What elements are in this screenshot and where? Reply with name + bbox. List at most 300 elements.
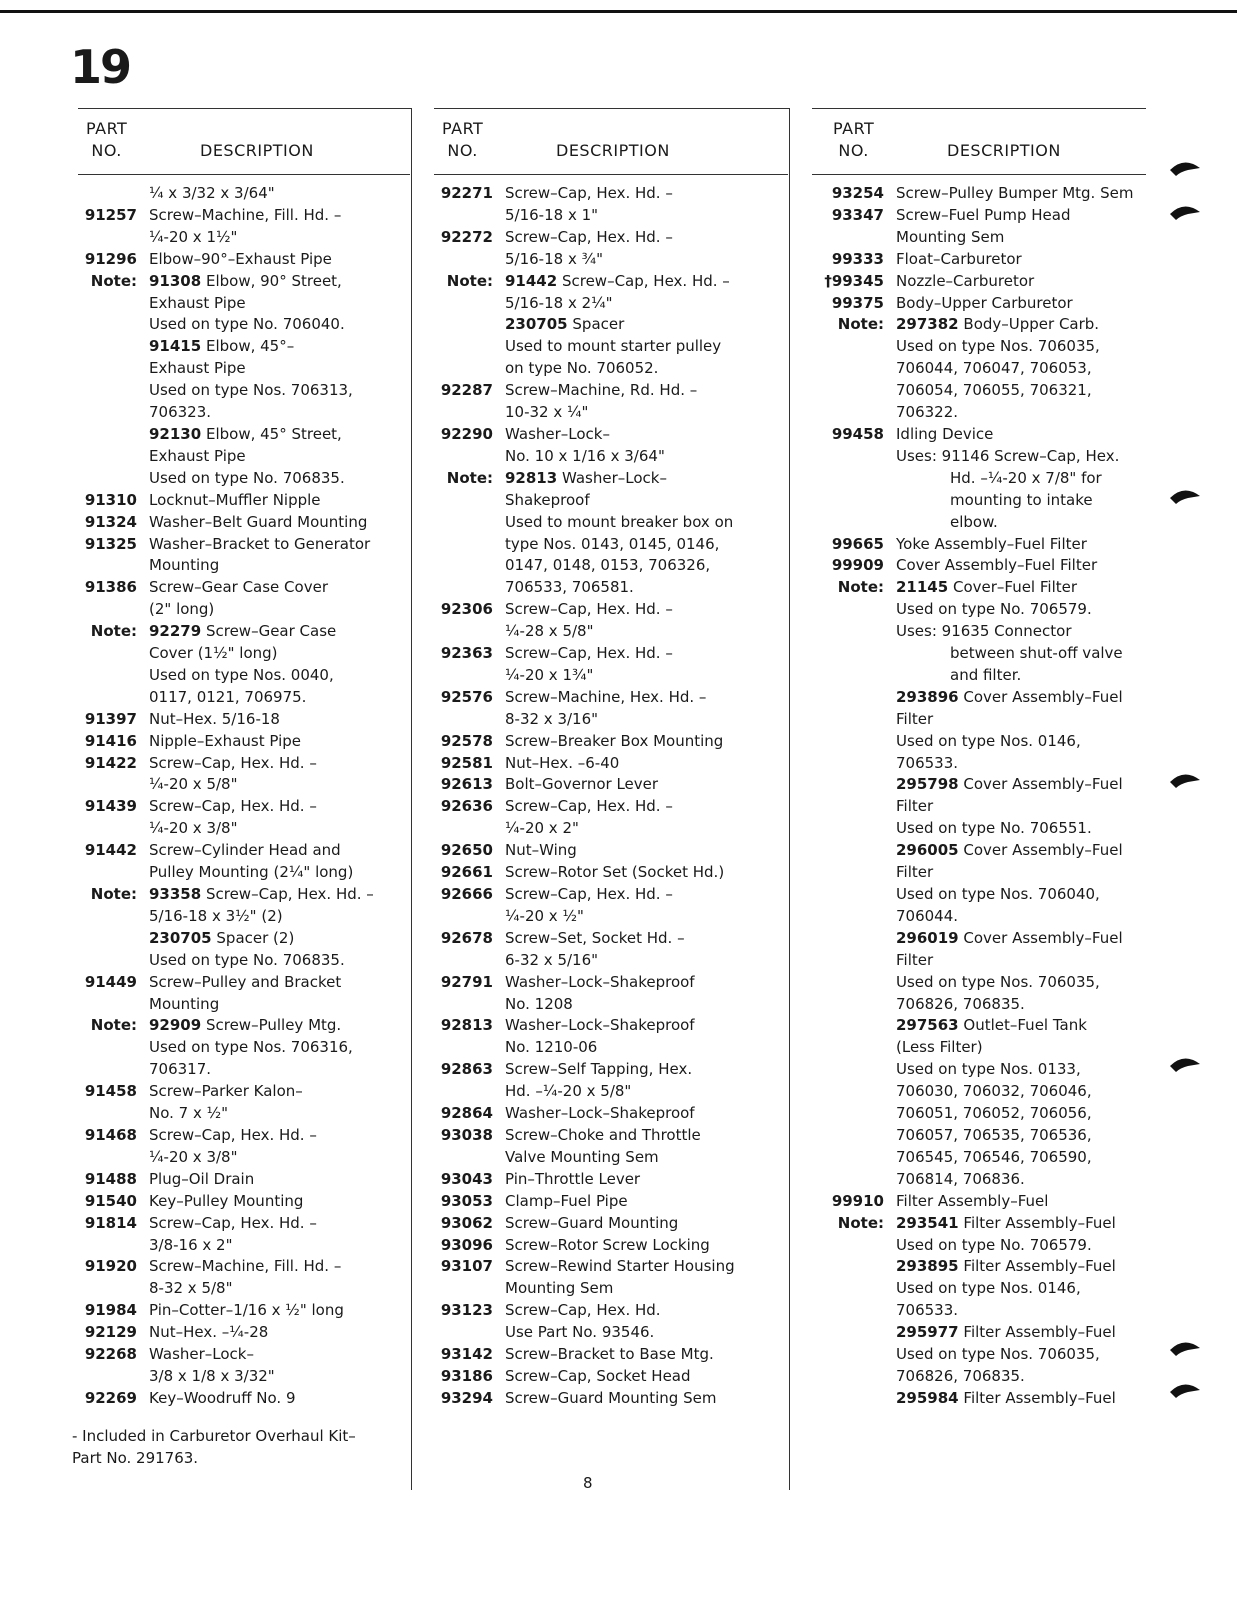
margin-marks bbox=[1168, 0, 1204, 1600]
part-description: ¼-20 x 3/8" bbox=[149, 1147, 238, 1166]
part-description: and filter. bbox=[950, 665, 1022, 684]
parts-row bbox=[431, 840, 735, 862]
part-number bbox=[822, 1169, 896, 1191]
part-description: 706030, 706032, 706046, bbox=[896, 1082, 1092, 1101]
description-header: DESCRIPTION bbox=[556, 141, 670, 160]
part-number bbox=[75, 665, 149, 687]
description-header: DESCRIPTION bbox=[200, 141, 314, 160]
part-number: 91458 bbox=[84, 1082, 137, 1101]
part-number bbox=[75, 446, 149, 468]
part-description: Cover Assembly–Fuel Filter bbox=[896, 556, 1098, 575]
referenced-part-number: 293896 bbox=[896, 687, 959, 706]
part-number: 93142 bbox=[440, 1345, 493, 1364]
parts-row bbox=[431, 818, 735, 840]
referenced-part-number: 92279 bbox=[149, 622, 202, 641]
part-description: Washer–Lock–Shakeproof bbox=[505, 1104, 695, 1123]
part-number: 91386 bbox=[84, 578, 137, 597]
referenced-part-number: 295977 bbox=[896, 1323, 959, 1342]
parts-row bbox=[75, 577, 374, 599]
part-description: Used on type Nos. 706316, bbox=[149, 1038, 353, 1057]
part-description: Valve Mounting Sem bbox=[505, 1147, 659, 1166]
parts-row bbox=[822, 950, 1133, 972]
part-description: Used on type Nos. 0146, bbox=[896, 731, 1081, 750]
part-description: Screw–Cap, Hex. Hd. – bbox=[149, 1125, 317, 1144]
part-number bbox=[431, 818, 505, 840]
part-number bbox=[822, 1235, 896, 1257]
part-number bbox=[822, 1037, 896, 1059]
part-number: 91416 bbox=[84, 731, 137, 750]
part-number bbox=[822, 446, 896, 468]
column-header-1 bbox=[78, 116, 408, 164]
parts-row bbox=[75, 796, 374, 818]
parts-row bbox=[431, 271, 735, 293]
parts-row bbox=[822, 928, 1133, 950]
part-description: Pin–Throttle Lever bbox=[505, 1169, 641, 1188]
part-number: 93043 bbox=[440, 1169, 493, 1188]
referenced-part-number: 297563 bbox=[896, 1016, 959, 1035]
parts-row bbox=[822, 1037, 1133, 1059]
part-description: 3/8 x 1/8 x 3/32" bbox=[149, 1366, 275, 1385]
part-description: 706051, 706052, 706056, bbox=[896, 1104, 1092, 1123]
referenced-part-number: 296019 bbox=[896, 928, 959, 947]
part-description: Yoke Assembly–Fuel Filter bbox=[896, 534, 1087, 553]
part-description: Mounting Sem bbox=[896, 227, 1005, 246]
binding-mark-icon bbox=[1170, 1342, 1200, 1356]
part-number: 91984 bbox=[84, 1301, 137, 1320]
parts-row bbox=[822, 1278, 1133, 1300]
part-description: Used on type Nos. 706313, bbox=[149, 381, 353, 400]
part-number: 92287 bbox=[440, 381, 493, 400]
parts-row bbox=[431, 884, 735, 906]
part-number bbox=[822, 599, 896, 621]
parts-row bbox=[75, 1344, 374, 1366]
parts-row bbox=[431, 1169, 735, 1191]
part-number: †99345 bbox=[824, 271, 884, 290]
part-description: Screw–Parker Kalon– bbox=[149, 1082, 303, 1101]
part-number bbox=[822, 928, 896, 950]
part-description: Nut–Hex. –6-40 bbox=[505, 753, 620, 772]
part-number: Note: bbox=[837, 1213, 884, 1232]
part-number bbox=[75, 358, 149, 380]
referenced-part-number: 91308 bbox=[149, 271, 202, 290]
parts-row bbox=[822, 1191, 1133, 1213]
parts-row bbox=[431, 293, 735, 315]
part-number: 91540 bbox=[84, 1191, 137, 1210]
parts-row bbox=[75, 402, 374, 424]
referenced-part-number: 92909 bbox=[149, 1016, 202, 1035]
part-description: Mounting bbox=[149, 994, 220, 1013]
binding-mark-icon bbox=[1170, 1384, 1200, 1398]
parts-row bbox=[75, 534, 374, 556]
part-description: 6-32 x 5/16" bbox=[505, 950, 599, 969]
part-description: Screw–Guard Mounting Sem bbox=[505, 1388, 717, 1407]
part-description: 8-32 x 3/16" bbox=[505, 709, 599, 728]
part-description: No. 1210-06 bbox=[505, 1038, 598, 1057]
part-number bbox=[75, 928, 149, 950]
parts-row bbox=[431, 1256, 735, 1278]
part-number bbox=[822, 906, 896, 928]
parts-row bbox=[822, 840, 1133, 862]
part-number bbox=[822, 621, 896, 643]
binding-mark-icon bbox=[1170, 206, 1200, 220]
parts-row bbox=[75, 1322, 374, 1344]
part-number bbox=[431, 621, 505, 643]
part-number bbox=[75, 643, 149, 665]
parts-row bbox=[431, 555, 735, 577]
parts-row bbox=[822, 446, 1133, 468]
part-description: Screw–Cap, Hex. Hd. – bbox=[505, 885, 673, 903]
part-number: 99458 bbox=[831, 424, 884, 443]
parts-row bbox=[822, 468, 1133, 490]
parts-row bbox=[822, 534, 1133, 556]
part-description: 5/16-18 x 2¼" bbox=[505, 293, 613, 312]
referenced-part-number: 91442 bbox=[505, 271, 558, 290]
parts-row bbox=[75, 183, 374, 205]
part-description: Screw–Machine, Fill. Hd. – bbox=[149, 1257, 342, 1276]
part-number: 93096 bbox=[440, 1235, 493, 1254]
referenced-part-number: 91415 bbox=[149, 337, 202, 356]
part-description: ¼-20 x 5/8" bbox=[149, 775, 238, 794]
parts-row bbox=[75, 840, 374, 862]
parts-row bbox=[75, 665, 374, 687]
part-description: Used on type Nos. 0146, bbox=[896, 1279, 1081, 1298]
part-number: 92613 bbox=[440, 775, 493, 794]
part-description: Nozzle–Carburetor bbox=[896, 271, 1035, 290]
parts-row bbox=[75, 227, 374, 249]
part-number bbox=[75, 994, 149, 1016]
parts-row bbox=[822, 1344, 1133, 1366]
parts-row bbox=[822, 621, 1133, 643]
part-description: Used on type Nos. 0040, bbox=[149, 665, 334, 684]
parts-row bbox=[75, 972, 374, 994]
parts-row bbox=[822, 994, 1133, 1016]
binding-mark-icon bbox=[1170, 162, 1200, 176]
parts-row bbox=[822, 336, 1133, 358]
part-description: 706323. bbox=[149, 403, 212, 422]
part-description: 706044. bbox=[896, 906, 959, 925]
part-description: 8-32 x 5/8" bbox=[149, 1279, 233, 1298]
parts-row bbox=[75, 490, 374, 512]
part-description: Used on type No. 706040. bbox=[149, 315, 345, 334]
part-description: 5/16-18 x 1" bbox=[505, 205, 599, 224]
part-number: 91488 bbox=[84, 1169, 137, 1188]
part-number: 92290 bbox=[440, 424, 493, 443]
parts-row bbox=[431, 490, 735, 512]
part-description: between shut-off valve bbox=[950, 644, 1123, 663]
part-number: 91324 bbox=[84, 512, 137, 531]
parts-row bbox=[822, 271, 1133, 293]
part-description: Used on type No. 706579. bbox=[896, 1235, 1092, 1254]
part-number bbox=[75, 424, 149, 446]
parts-column-2 bbox=[431, 183, 735, 1410]
part-number: 91422 bbox=[84, 753, 137, 772]
part-number bbox=[431, 950, 505, 972]
part-description: Used on type No. 706835. bbox=[149, 468, 345, 487]
folio-number: 8 bbox=[583, 1474, 593, 1492]
part-description: (2" long) bbox=[149, 600, 215, 619]
parts-row bbox=[431, 928, 735, 950]
part-number bbox=[75, 950, 149, 972]
parts-row bbox=[431, 1213, 735, 1235]
part-number bbox=[75, 555, 149, 577]
part-description: Washer–Lock–Shakeproof bbox=[505, 1016, 695, 1035]
part-description: Screw–Bracket to Base Mtg. bbox=[505, 1345, 714, 1364]
part-no-header: PART NO. bbox=[86, 119, 128, 160]
referenced-part-number: 93358 bbox=[149, 885, 202, 903]
part-number bbox=[822, 358, 896, 380]
part-description: Screw–Pulley and Bracket bbox=[149, 972, 342, 991]
parts-row bbox=[822, 1388, 1133, 1410]
part-description: 706826, 706835. bbox=[896, 994, 1025, 1013]
parts-row bbox=[75, 621, 374, 643]
parts-row bbox=[822, 1235, 1133, 1257]
part-number: 91397 bbox=[84, 709, 137, 728]
part-number: Note: bbox=[90, 271, 137, 290]
parts-row bbox=[431, 1366, 735, 1388]
part-description: type Nos. 0143, 0145, 0146, bbox=[505, 534, 720, 553]
parts-row bbox=[822, 753, 1133, 775]
page-number: 19 bbox=[70, 40, 131, 94]
part-description: Screw–Cap, Hex. Hd. – bbox=[149, 797, 317, 816]
part-number: Note: bbox=[446, 468, 493, 487]
part-number bbox=[822, 643, 896, 665]
part-number: 99375 bbox=[831, 293, 884, 312]
parts-row bbox=[431, 227, 735, 249]
part-number: 92306 bbox=[440, 600, 493, 619]
parts-row bbox=[822, 972, 1133, 994]
part-number bbox=[75, 1235, 149, 1257]
parts-row bbox=[822, 665, 1133, 687]
part-description: 706317. bbox=[149, 1060, 212, 1079]
referenced-part-number: 92130 bbox=[149, 424, 202, 443]
parts-row bbox=[75, 1059, 374, 1081]
part-number: 99333 bbox=[831, 249, 884, 268]
parts-row bbox=[822, 1300, 1133, 1322]
parts-row bbox=[822, 1213, 1133, 1235]
referenced-part-number: 293541 bbox=[896, 1213, 959, 1232]
part-number bbox=[822, 336, 896, 358]
part-description: Locknut–Muffler Nipple bbox=[149, 490, 321, 509]
part-number bbox=[431, 293, 505, 315]
part-number: 99909 bbox=[831, 556, 884, 575]
part-number: 91449 bbox=[84, 972, 137, 991]
part-description: 230705 Spacer (2) bbox=[149, 928, 295, 947]
parts-row bbox=[75, 599, 374, 621]
parts-row bbox=[75, 293, 374, 315]
part-description: Hd. –¼-20 x 5/8" bbox=[505, 1082, 632, 1101]
part-description: 0117, 0121, 706975. bbox=[149, 687, 307, 706]
parts-row bbox=[75, 906, 374, 928]
header-bottom-rule bbox=[812, 174, 1146, 175]
part-number bbox=[822, 1278, 896, 1300]
part-number bbox=[822, 972, 896, 994]
part-number bbox=[431, 446, 505, 468]
part-description: 91415 Elbow, 45°– bbox=[149, 337, 295, 356]
part-description: 5/16-18 x 3½" (2) bbox=[149, 906, 283, 925]
part-description: Mounting bbox=[149, 556, 220, 575]
part-description: Washer–Bracket to Generator bbox=[149, 534, 371, 553]
part-number: 92269 bbox=[84, 1388, 137, 1407]
parts-row bbox=[431, 1191, 735, 1213]
part-description: Screw–Machine, Rd. Hd. – bbox=[505, 381, 698, 400]
part-number bbox=[822, 884, 896, 906]
part-number bbox=[822, 1322, 896, 1344]
part-description: Nut–Wing bbox=[505, 841, 577, 860]
parts-row bbox=[431, 906, 735, 928]
part-description: Filter bbox=[896, 797, 934, 816]
part-number: 99665 bbox=[831, 534, 884, 553]
parts-row bbox=[75, 994, 374, 1016]
part-description: ¼-20 x ½" bbox=[505, 906, 584, 925]
parts-row bbox=[75, 1235, 374, 1257]
part-number: Note: bbox=[90, 885, 137, 903]
parts-row bbox=[431, 1103, 735, 1125]
parts-row bbox=[822, 1256, 1133, 1278]
part-description: Used to mount breaker box on bbox=[505, 512, 734, 531]
part-description: ¼-28 x 5/8" bbox=[505, 622, 594, 641]
part-number: 91310 bbox=[84, 490, 137, 509]
parts-row bbox=[431, 753, 735, 775]
part-number bbox=[822, 490, 896, 512]
part-number bbox=[822, 1081, 896, 1103]
part-number bbox=[75, 687, 149, 709]
part-number bbox=[431, 1322, 505, 1344]
parts-row bbox=[822, 577, 1133, 599]
parts-row bbox=[75, 380, 374, 402]
parts-row bbox=[75, 1388, 374, 1410]
parts-row bbox=[822, 227, 1133, 249]
part-number: 93038 bbox=[440, 1125, 493, 1144]
part-description: Screw–Cap, Hex. Hd. – bbox=[505, 600, 673, 619]
part-number bbox=[822, 950, 896, 972]
part-description: 706826, 706835. bbox=[896, 1366, 1025, 1385]
parts-row bbox=[822, 1081, 1133, 1103]
part-number bbox=[431, 906, 505, 928]
parts-row bbox=[431, 577, 735, 599]
part-description: 706533, 706581. bbox=[505, 578, 634, 597]
part-number bbox=[822, 753, 896, 775]
part-number bbox=[431, 1278, 505, 1300]
parts-row bbox=[822, 862, 1133, 884]
part-number bbox=[75, 1103, 149, 1125]
part-description: 297563 Outlet–Fuel Tank bbox=[896, 1016, 1087, 1035]
part-number bbox=[822, 512, 896, 534]
part-description: ¼-20 x 2" bbox=[505, 819, 579, 838]
header-bottom-rule bbox=[434, 174, 788, 175]
part-description: Screw–Cap, Socket Head bbox=[505, 1366, 691, 1385]
parts-row bbox=[822, 183, 1133, 205]
part-description: Used on type No. 706579. bbox=[896, 600, 1092, 619]
part-number: 92578 bbox=[440, 731, 493, 750]
referenced-part-number: 92813 bbox=[505, 468, 558, 487]
parts-row bbox=[431, 1344, 735, 1366]
parts-row bbox=[75, 1125, 374, 1147]
part-number bbox=[75, 906, 149, 928]
referenced-part-number: 297382 bbox=[896, 315, 959, 334]
part-number bbox=[75, 1037, 149, 1059]
parts-row bbox=[75, 753, 374, 775]
parts-row bbox=[431, 380, 735, 402]
part-number bbox=[822, 1344, 896, 1366]
part-number bbox=[822, 1125, 896, 1147]
part-number bbox=[431, 577, 505, 599]
part-number bbox=[75, 293, 149, 315]
parts-row bbox=[431, 665, 735, 687]
part-number bbox=[431, 336, 505, 358]
part-number bbox=[75, 402, 149, 424]
parts-row bbox=[822, 205, 1133, 227]
parts-row bbox=[822, 314, 1133, 336]
part-number bbox=[822, 1059, 896, 1081]
parts-row bbox=[822, 293, 1133, 315]
part-description: Idling Device bbox=[896, 424, 994, 443]
part-description: 706533. bbox=[896, 753, 959, 772]
part-number: 93062 bbox=[440, 1213, 493, 1232]
part-number bbox=[75, 336, 149, 358]
parts-row bbox=[822, 796, 1133, 818]
part-number bbox=[75, 1147, 149, 1169]
parts-row bbox=[431, 950, 735, 972]
part-number: 92129 bbox=[84, 1323, 137, 1342]
part-number bbox=[822, 796, 896, 818]
parts-row bbox=[75, 1191, 374, 1213]
part-description: 10-32 x ¼" bbox=[505, 403, 589, 422]
parts-row bbox=[431, 358, 735, 380]
parts-row bbox=[431, 336, 735, 358]
part-description: Screw–Cap, Hex. Hd. – bbox=[149, 1213, 317, 1232]
referenced-part-number: 230705 bbox=[505, 315, 568, 334]
part-number bbox=[431, 994, 505, 1016]
parts-row bbox=[75, 249, 374, 271]
parts-row bbox=[431, 468, 735, 490]
part-description: ¼ x 3/32 x 3/64" bbox=[149, 184, 275, 202]
part-description: Screw–Choke and Throttle bbox=[505, 1125, 701, 1144]
part-description: Screw–Breaker Box Mounting bbox=[505, 731, 724, 750]
description-header: DESCRIPTION bbox=[947, 141, 1061, 160]
part-description: Pin–Cotter–1/16 x ½" long bbox=[149, 1301, 344, 1320]
part-number bbox=[75, 1278, 149, 1300]
part-number bbox=[431, 1081, 505, 1103]
part-number bbox=[431, 205, 505, 227]
parts-row bbox=[431, 731, 735, 753]
referenced-part-number: 295798 bbox=[896, 775, 959, 794]
parts-row bbox=[822, 358, 1133, 380]
parts-row bbox=[75, 512, 374, 534]
parts-row bbox=[75, 1081, 374, 1103]
part-number bbox=[822, 1300, 896, 1322]
parts-row bbox=[431, 643, 735, 665]
part-number: 93053 bbox=[440, 1191, 493, 1210]
part-description: Screw–Cap, Hex. Hd. – bbox=[505, 184, 673, 202]
parts-row bbox=[822, 1366, 1133, 1388]
part-number bbox=[75, 818, 149, 840]
parts-row bbox=[75, 950, 374, 972]
part-description: 293895 Filter Assembly–Fuel bbox=[896, 1257, 1116, 1276]
parts-row bbox=[822, 599, 1133, 621]
part-number bbox=[822, 731, 896, 753]
part-number bbox=[822, 1256, 896, 1278]
footnote: - Included in Carburetor Overhaul Kit– Part No. 291763. bbox=[72, 1427, 356, 1467]
part-description: Used on type No. 706551. bbox=[896, 819, 1092, 838]
part-description: Filter bbox=[896, 863, 934, 882]
part-number: 91814 bbox=[84, 1213, 137, 1232]
part-number: 93347 bbox=[831, 205, 884, 224]
part-description: Plug–Oil Drain bbox=[149, 1169, 255, 1188]
part-number bbox=[822, 1103, 896, 1125]
parts-row bbox=[75, 884, 374, 906]
part-number: 92363 bbox=[440, 644, 493, 663]
parts-row bbox=[822, 1059, 1133, 1081]
